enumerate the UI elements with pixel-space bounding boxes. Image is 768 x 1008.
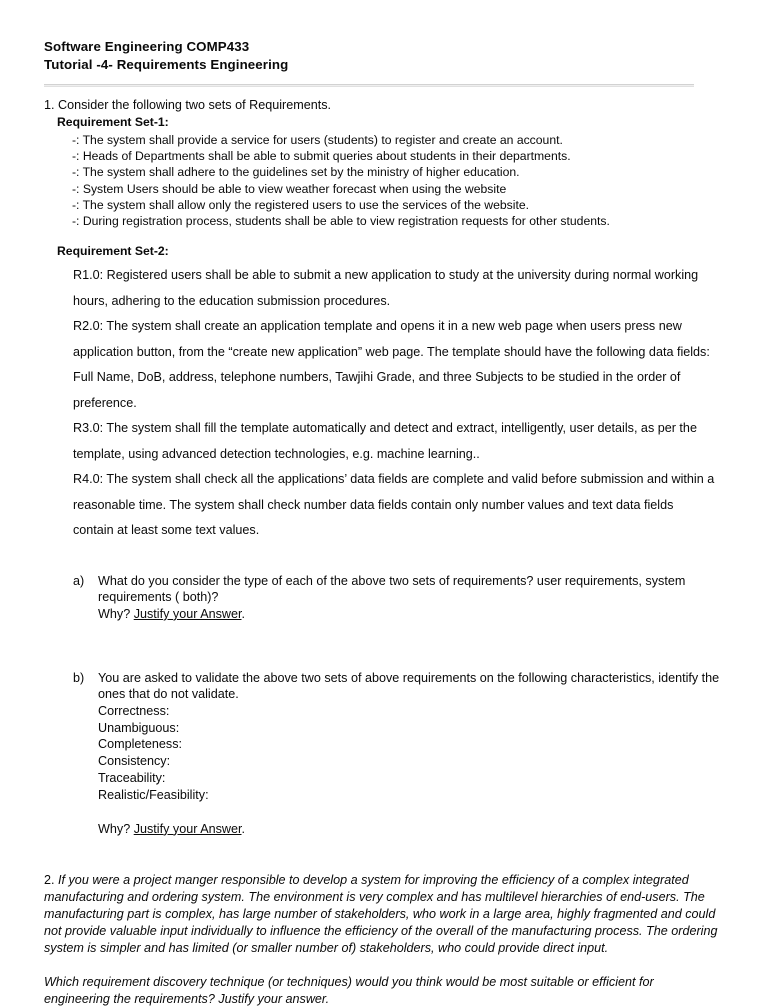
question-2-scenario — [44, 872, 722, 956]
part-a-why-suffix: . — [241, 606, 245, 621]
list-item: -: Heads of Departments shall be able to submit queries about students in their departments. — [72, 149, 571, 164]
header-divider — [44, 83, 694, 88]
characteristic-correctness: Correctness: — [98, 703, 170, 718]
question-1-part-b — [44, 670, 722, 838]
part-b-why-prefix: Why? — [98, 821, 134, 836]
characteristic-consistency: Consistency: — [98, 754, 171, 769]
requirement-set-2-list — [44, 263, 722, 544]
part-b-text: You are asked to validate the above two sets of above requirements on the following characteristics, identify the ones that do not validate. — [98, 670, 720, 702]
part-a-text: What do you consider the type of each of the above two sets of requirements? user requirements, system requirements ( both)? — [98, 573, 686, 605]
list-item: -: System Users should be able to view weather forecast when using the website — [72, 181, 507, 196]
list-item: R2.0: The system shall create an application template and opens it in a new web page when users press new application button, from the “create new application” web page. The template should have the following data fields: Full Name, DoB, address, telephone numbers, Tawjihi Grade, and three Subjects to be studied in the order of preference. — [73, 319, 710, 410]
document-title-line-2: Tutorial -4- Requirements Engineering — [44, 57, 289, 72]
list-item: R3.0: The system shall fill the template automatically and detect and extract, intelligently, user details, as per the template, using advanced detection technologies, e.g. machine learning.. — [73, 421, 697, 461]
question-2-scenario-text: If you were a project manger responsible to develop a system for improving the efficiency of a complex integrated manufacturing and ordering system. The environment is very complex and has multilevel hierarchies of end-users. The manufacturing part is complex, has large number of stakeholders, who work in a large area, highly fragmented and could not provide valuable input individually to influence the efficiency of the overall of the manufacturing process. The ordering system is simpler and has limited (or smaller number of) stakeholders, who could provide direct input. — [44, 873, 718, 955]
requirement-set-1-heading: Requirement Set-1: — [57, 115, 169, 129]
part-b-justify-underline: Justify your Answer — [133, 821, 242, 836]
part-a-why-prefix: Why? — [98, 606, 134, 621]
characteristic-traceability: Traceability: — [98, 771, 166, 786]
part-b-marker: b) — [73, 670, 85, 685]
list-item: -: The system shall provide a service for users (students) to register and create an account. — [72, 133, 563, 147]
part-a-why-line — [98, 606, 722, 623]
part-b-why-suffix: . — [241, 821, 245, 836]
question-1-part-a — [44, 573, 722, 623]
question-2-number: 2. — [44, 873, 59, 888]
document-title — [44, 38, 722, 74]
characteristic-unambiguous: Unambiguous: — [98, 720, 180, 735]
list-item: -: The system shall allow only the registered users to use the services of the website. — [72, 197, 530, 212]
list-item: -: During registration process, students shall be able to view registration requests for other students. — [72, 214, 610, 229]
part-b-why-line — [98, 821, 722, 838]
document-title-line-1: Software Engineering COMP433 — [44, 39, 250, 54]
list-item: R1.0: Registered users shall be able to submit a new application to study at the university during normal working hours, adhering to the education submission procedures. — [73, 268, 699, 308]
question-1-prompt: 1. Consider the following two sets of Requirements. — [44, 98, 331, 112]
characteristic-completeness: Completeness: — [98, 737, 182, 752]
part-a-marker: a) — [73, 573, 85, 588]
requirement-set-1-list — [44, 132, 722, 229]
requirement-set-2-heading: Requirement Set-2: — [57, 244, 169, 259]
list-item: -: The system shall adhere to the guidelines set by the ministry of higher education. — [72, 165, 520, 180]
characteristic-realistic-feasibility: Realistic/Feasibility: — [98, 787, 209, 802]
question-2-closing: Which requirement discovery technique (or techniques) would you think would be most suitable or efficient for engineering the requirements? Justify your answer. — [44, 975, 654, 1007]
question-1-subparts — [44, 573, 722, 838]
part-a-justify-underline: Justify your Answer — [133, 606, 242, 621]
list-item: R4.0: The system shall check all the applications’ data fields are complete and valid before submission and within a reasonable time. The system shall check number data fields contain only number values and text data fields contain at least some text values. — [73, 472, 715, 538]
